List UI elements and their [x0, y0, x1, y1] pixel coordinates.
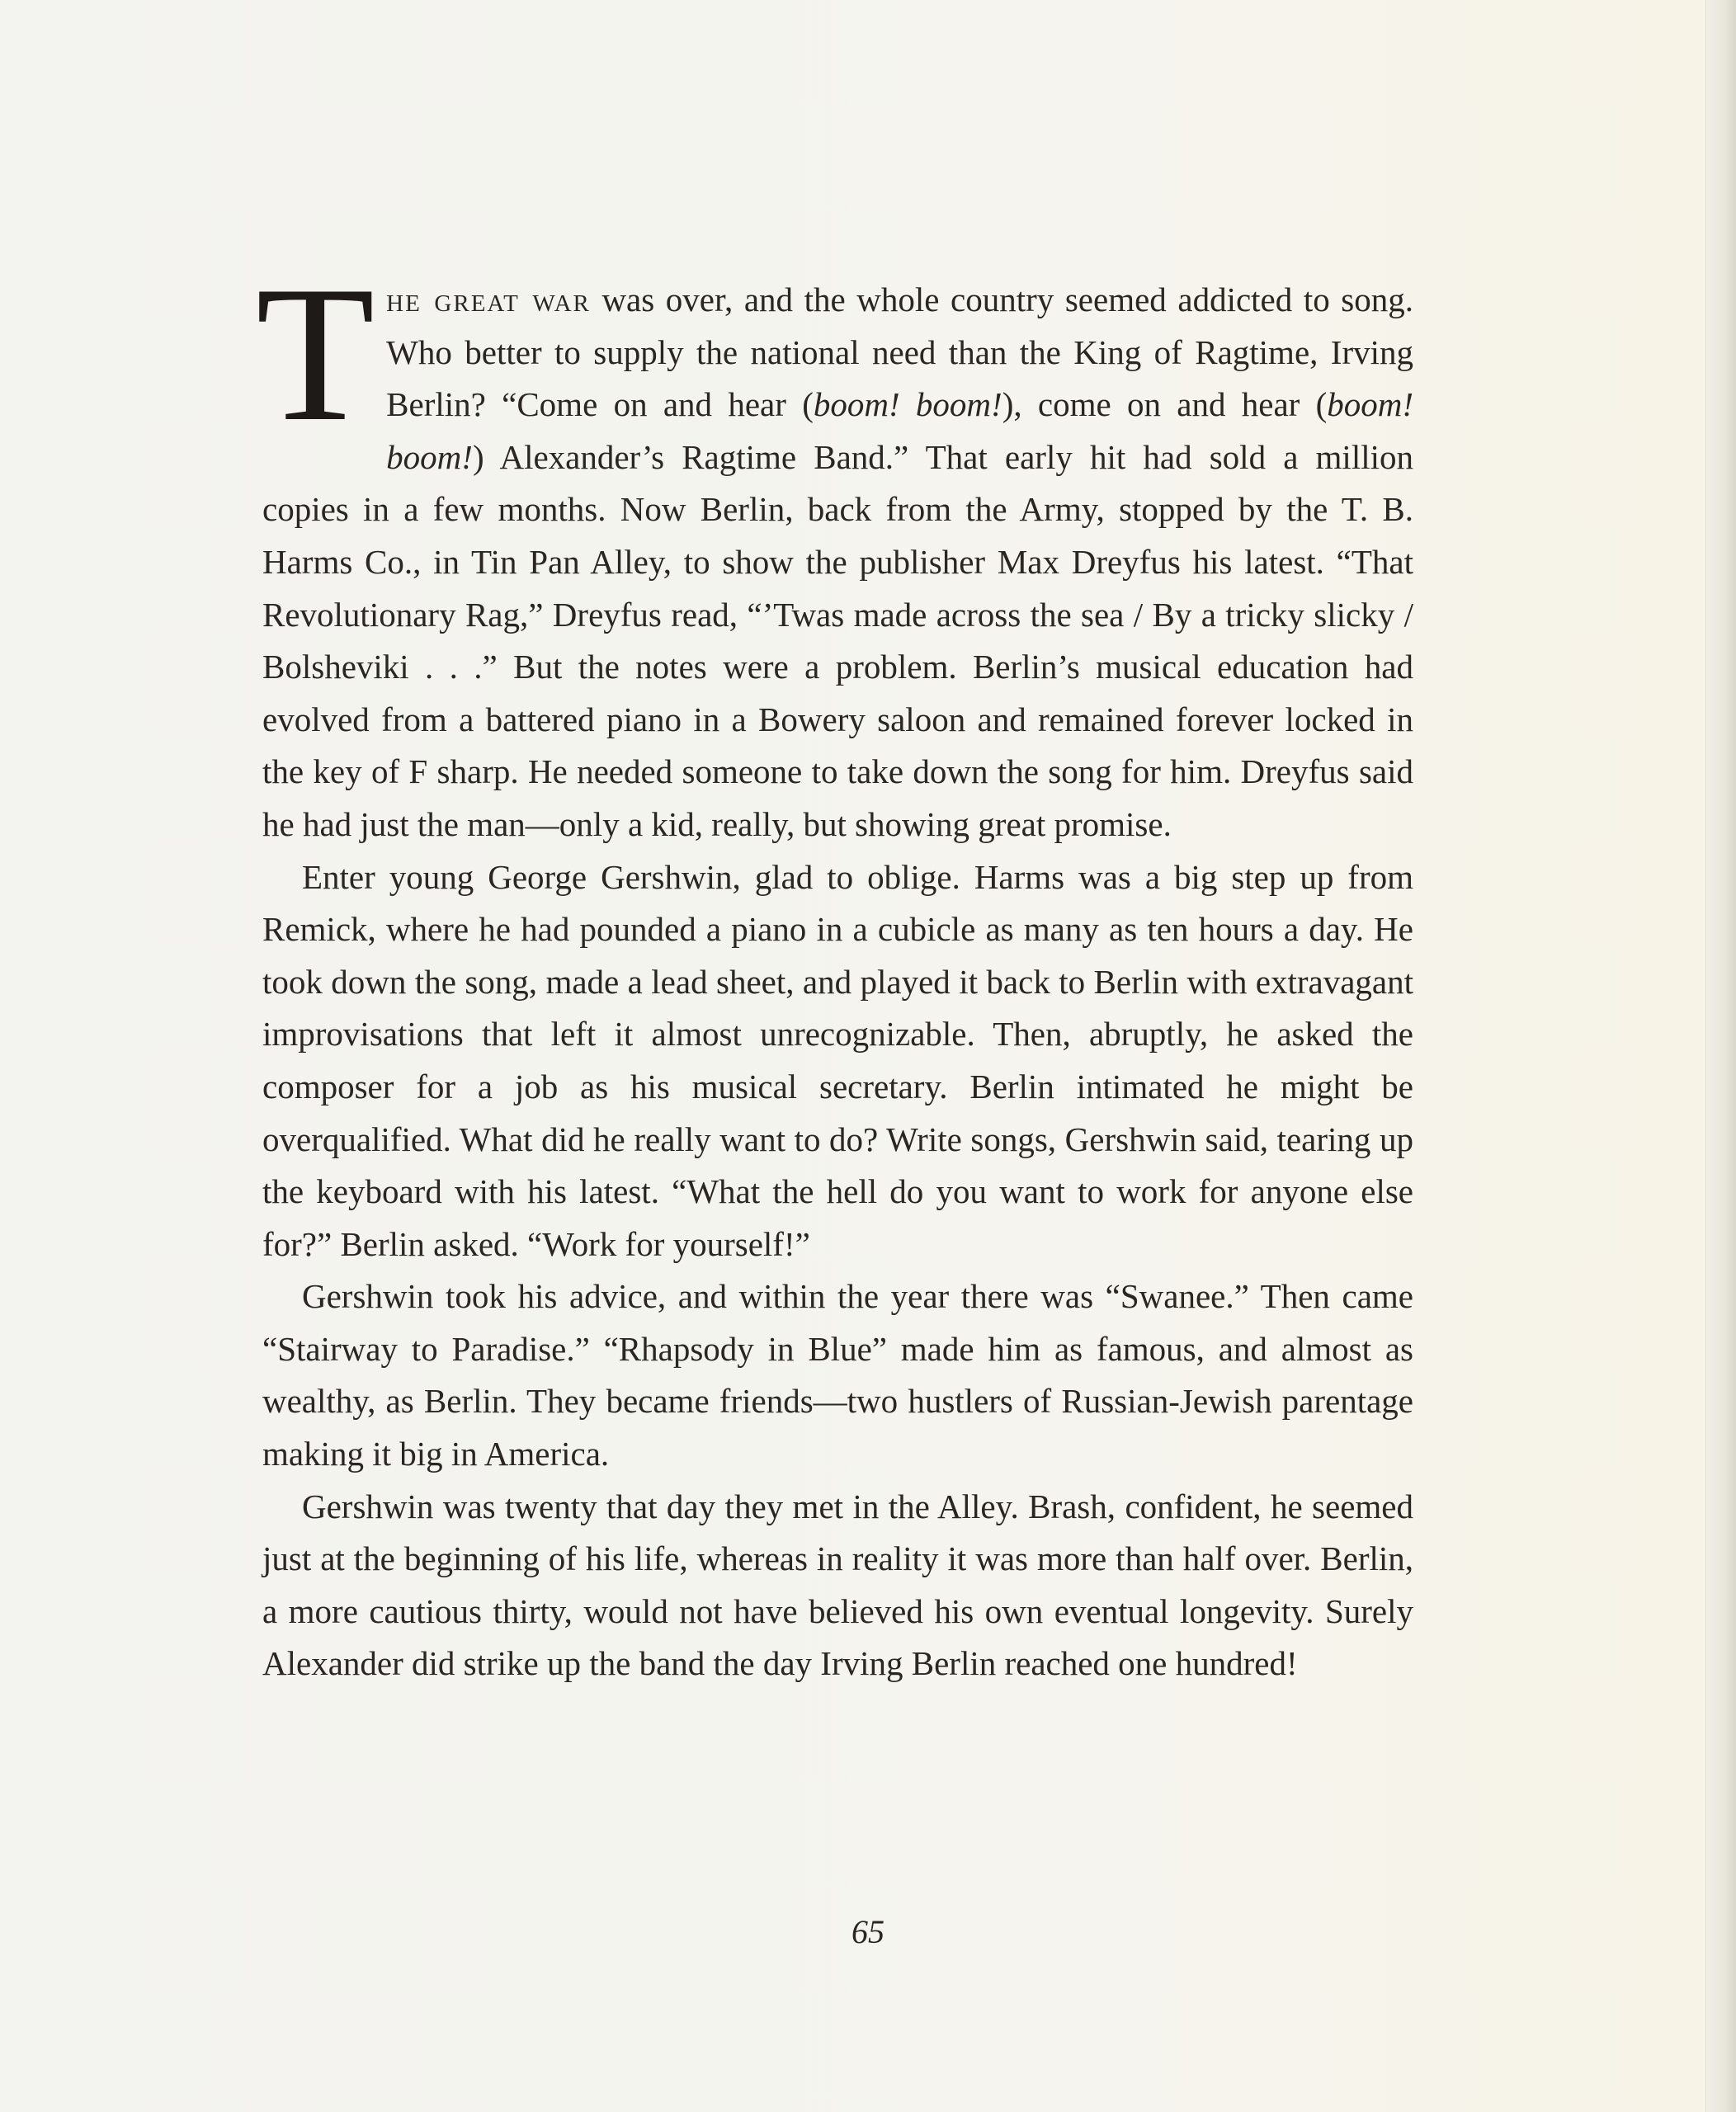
paragraph-1: [256, 247, 1414, 851]
text-run: ) Alexander’s Ragtime Band.” That early hit had sold a million copies in a few months. Now Berlin, back from the Army, stopped by the T. B. Harms Co., in Tin Pan Alley, to show the publisher Max Dreyfus his latest. “That Revolutionary Rag,” Dreyfus read, “’Twas made across the sea / By a tricky slicky / Bolsheviki . . .” But the notes were a problem. Berlin’s musical education had evolved from a battered piano in a Bowery saloon and remained forever locked in the key of F sharp. He needed someone to take down the song for him. Dreyfus said he had just the man—only a kid, really, but showing great promise.: [262, 437, 1413, 843]
text-run: Gershwin took his advice, and within the year there was “Swanee.” Then came “Stairway to Paradise.” “Rhapsody in Blue” made him as famous, and almost as wealthy, as Berlin. They became friends—two hustlers of Russian-Jewish parentage making it big in America.: [262, 1277, 1413, 1473]
body-text: [256, 247, 1414, 1690]
italic-phrase: boom! boom!: [386, 385, 1414, 476]
text-run: Enter young George Gershwin, glad to oblige. Harms was a big step up from Remick, where he had pounded a piano in a cubicle as many as ten hours a day. He took down the song, made a lead sheet, and played it back to Berlin with extravagant improvisations that left it almost unrecognizable. Then, abruptly, he asked the composer for a job as his musical secretary. Berlin intimated he might be overqualified. What did he really want to do? Write songs, Gershwin said, tearing up the keyboard with his latest. “What the hell do you want to work for anyone else for?” Berlin asked. “Work for yourself!”: [262, 857, 1413, 1263]
page-number: 65: [851, 1913, 885, 1950]
text-run: was over, and the whole country seemed addicted to song. Who better to supply the national need than the King of Ragtime, Irving Berlin? “Come on and hear (: [386, 280, 1413, 424]
paragraph-1-body: [262, 280, 1413, 843]
text-run: Gershwin was twenty that day they met in the Alley. Brash, confident, he seemed just at the beginning of his life, whereas in reality it was more than half over. Berlin, a more cautious thirty, would not have believed his own eventual longevity. Surely Alexander did strike up the band the day Irving Berlin reached one hundred!: [262, 1487, 1413, 1683]
paragraph-3: [262, 1270, 1413, 1480]
paragraph-4: [262, 1481, 1413, 1690]
paragraph-2: [262, 851, 1413, 1271]
text-run: ), come on and hear (: [1002, 385, 1328, 424]
drop-cap: T: [256, 247, 375, 462]
lead-in-small-caps: he great war: [386, 280, 591, 318]
page-edge: [1705, 0, 1736, 2112]
italic-phrase: boom! boom!: [813, 385, 1002, 424]
